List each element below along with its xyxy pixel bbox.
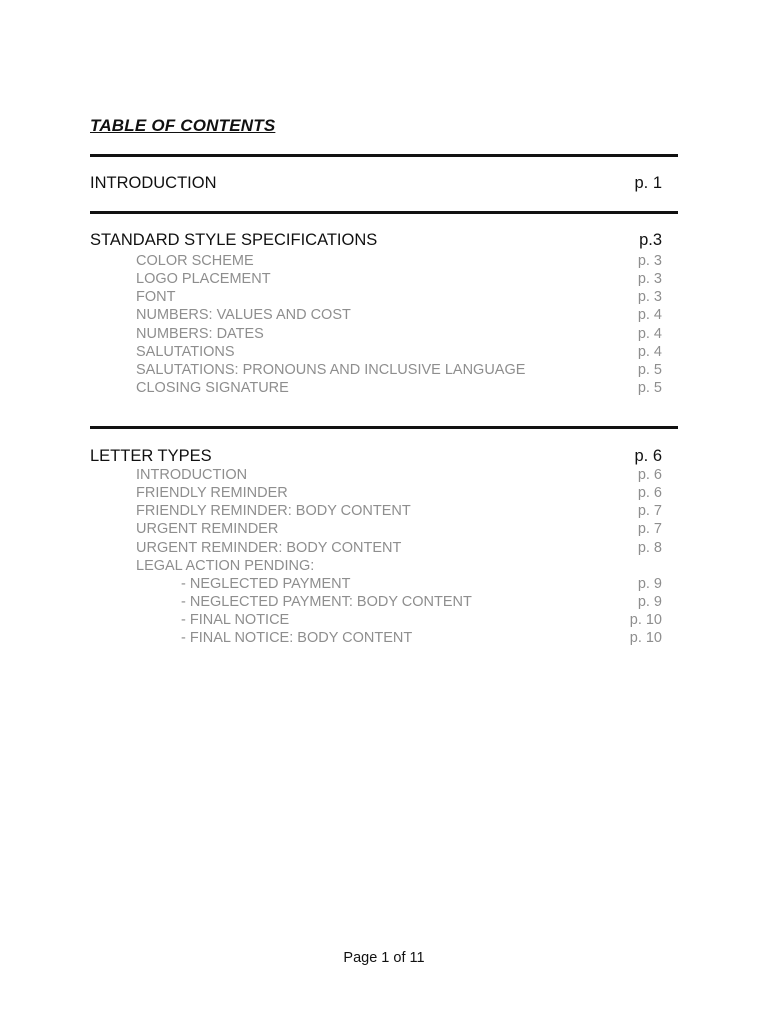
toc-section-style-specifications[interactable] [90, 230, 662, 250]
toc-title: TABLE OF CONTENTS [90, 116, 276, 135]
toc-nested-item[interactable]: - NEGLECTED PAYMENT p. 9 [181, 575, 662, 592]
toc-section-label: STANDARD STYLE SPECIFICATIONS [90, 231, 378, 249]
toc-section-introduction[interactable] [90, 173, 662, 193]
toc-subsection-item[interactable]: CLOSING SIGNATURE p. 5 [136, 380, 662, 397]
toc-subsection-item[interactable]: FRIENDLY REMINDER p. 6 [136, 485, 662, 502]
toc-section-label: LETTER TYPES [90, 447, 212, 465]
toc-section-label: INTRODUCTION [90, 174, 217, 192]
toc-nested-item[interactable]: - NEGLECTED PAYMENT: BODY CONTENT p. 9 [181, 594, 662, 611]
toc-section-page: p.3 [639, 231, 662, 249]
toc-subsection-item[interactable]: LOGO PLACEMENT p. 3 [136, 271, 662, 288]
toc-nested-item[interactable]: - FINAL NOTICE: BODY CONTENT p. 10 [181, 630, 662, 647]
toc-subsection-item[interactable]: URGENT REMINDER: BODY CONTENT p. 8 [136, 539, 662, 556]
toc-subsection-item[interactable]: SALUTATIONS: PRONOUNS AND INCLUSIVE LANGUAGE p. 5 [136, 361, 662, 378]
toc-section-page: p. 1 [634, 174, 662, 192]
toc-subsection-item[interactable]: FRIENDLY REMINDER: BODY CONTENT p. 7 [136, 503, 662, 520]
toc-subsection-item[interactable]: FONT p. 3 [136, 289, 662, 306]
page-indicator: Page 1 of 11 [343, 950, 425, 966]
section-divider [90, 211, 678, 214]
toc-subsection-item[interactable]: NUMBERS: DATES p. 4 [136, 325, 662, 342]
toc-subsection-list [136, 252, 662, 397]
toc-section-page: p. 6 [634, 447, 662, 465]
toc-subsection-list [136, 466, 662, 648]
toc-subsection-item[interactable]: LEGAL ACTION PENDING: [136, 557, 315, 574]
section-divider [90, 154, 678, 157]
toc-nested-item[interactable]: - FINAL NOTICE p. 10 [181, 612, 662, 629]
toc-subsection-item[interactable]: COLOR SCHEME p. 3 [136, 253, 662, 269]
section-divider [90, 426, 678, 429]
toc-subsection-item[interactable]: URGENT REMINDER p. 7 [136, 521, 662, 538]
toc-subsection-item[interactable]: NUMBERS: VALUES AND COST p. 4 [136, 307, 662, 324]
toc-section-letter-types[interactable] [90, 446, 662, 466]
toc-subsection-item[interactable]: INTRODUCTION p. 6 [136, 467, 662, 483]
toc-subsection-item[interactable]: SALUTATIONS p. 4 [136, 343, 662, 360]
